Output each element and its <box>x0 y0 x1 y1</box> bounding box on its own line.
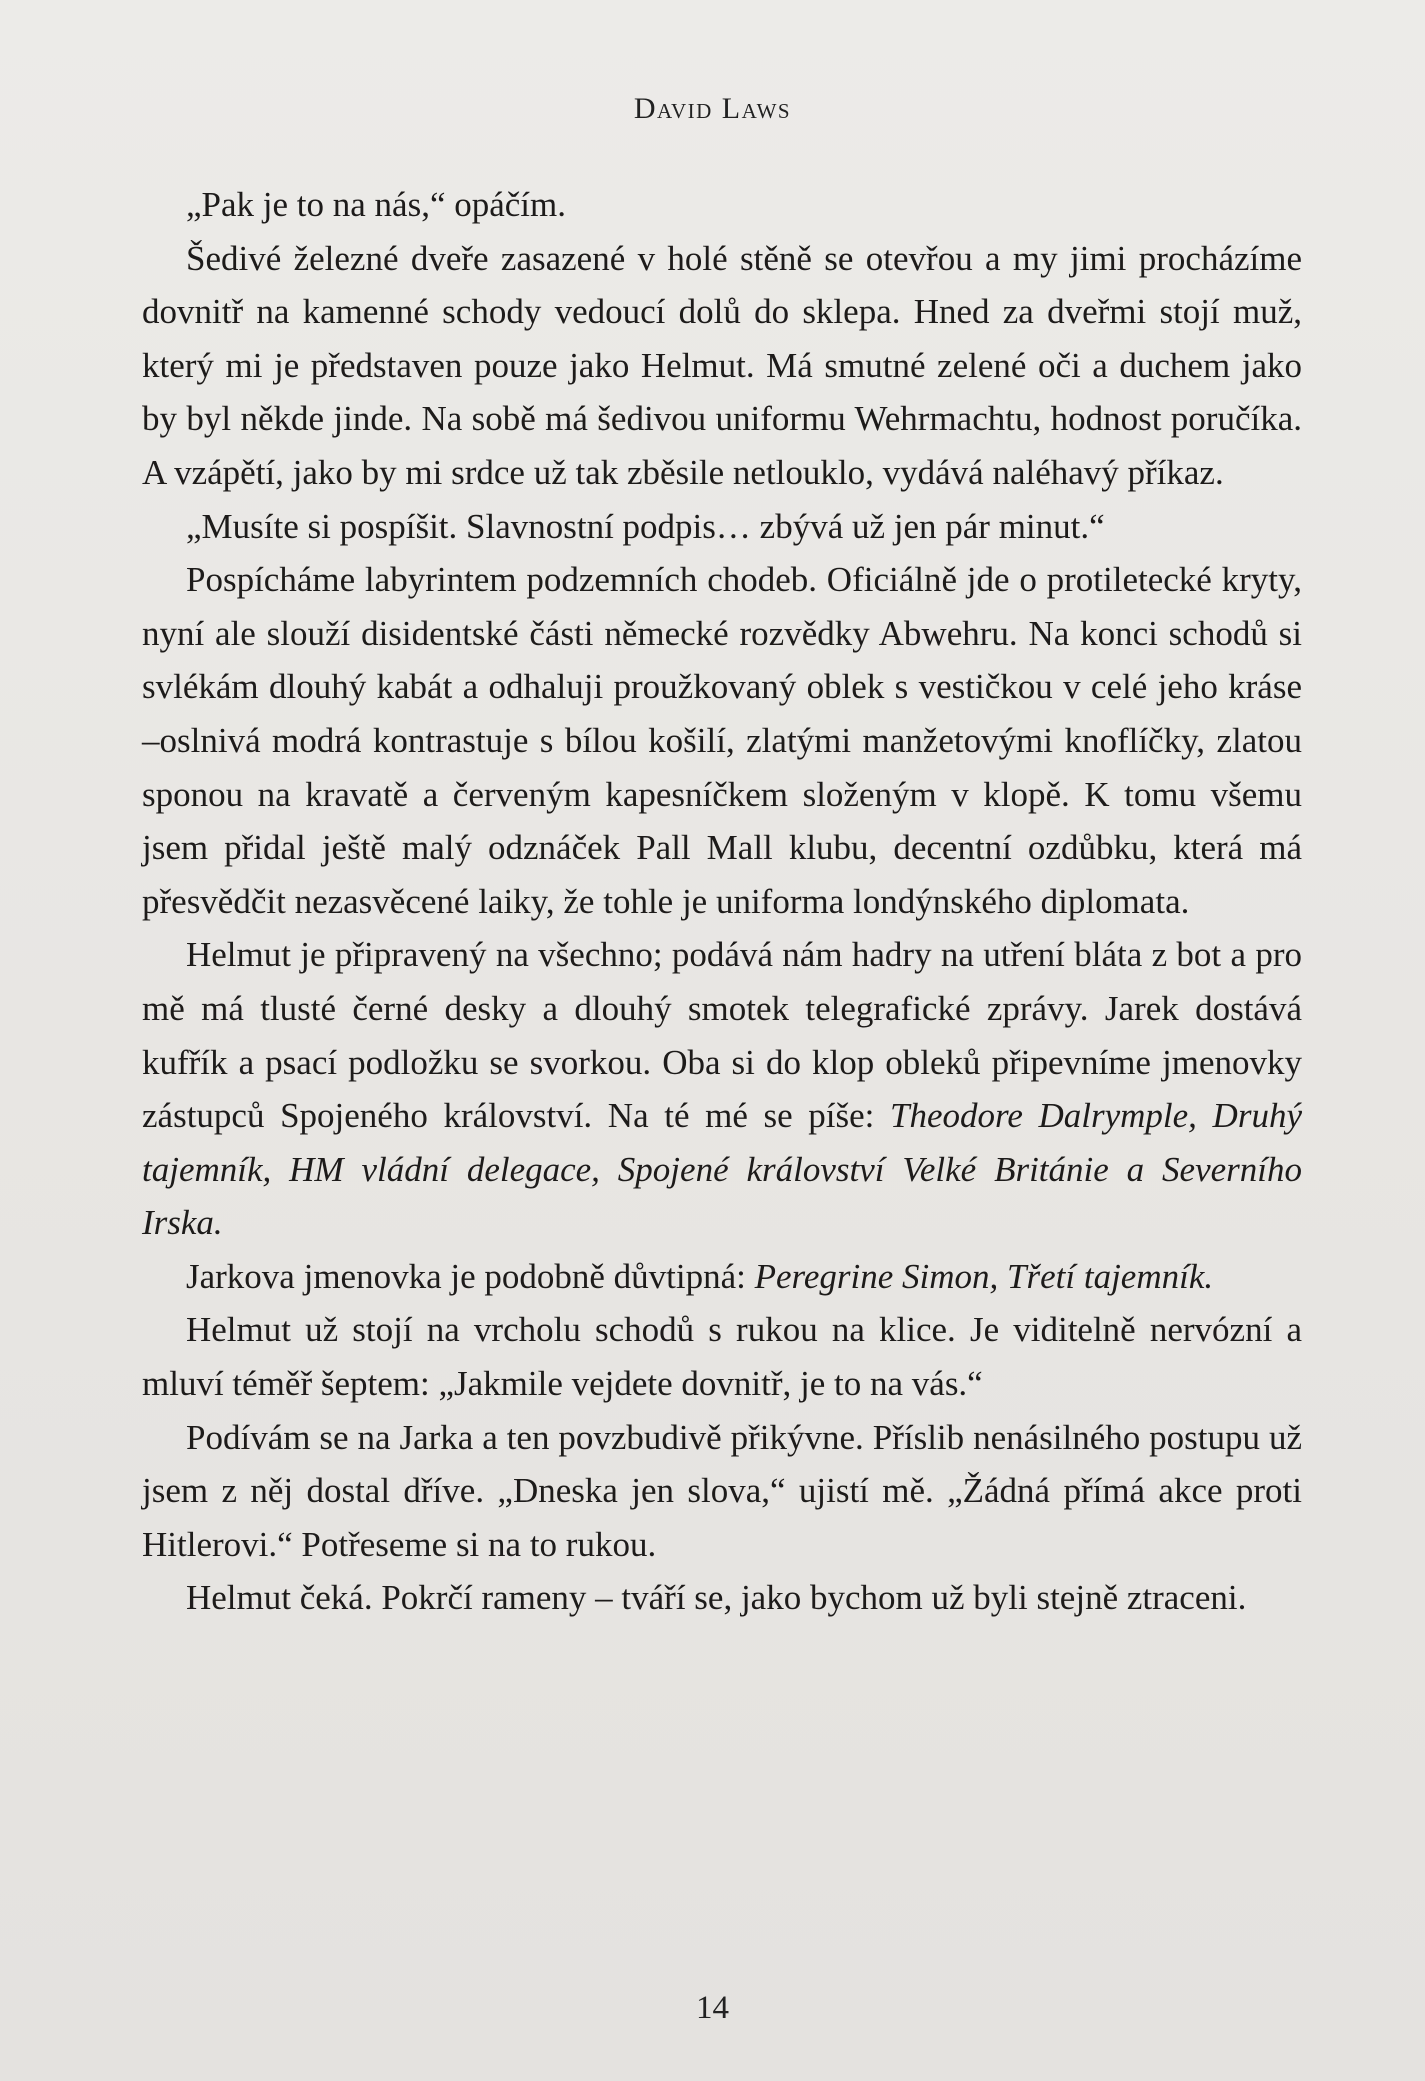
italic-text-run: Theodore Dalrymple, Druhý tajemník, HM vládní delegace, Spojené království Velké Británie a Severního Irska. <box>142 1096 1302 1243</box>
paragraph <box>142 500 1302 554</box>
body-text <box>142 178 1302 1625</box>
text-run: Helmut čeká. Pokrčí rameny – tváří se, jako bychom už byli stejně ztraceni. <box>186 1578 1247 1618</box>
paragraph <box>142 928 1302 1250</box>
paragraph <box>142 232 1302 500</box>
text-run: „Musíte si pospíšit. Slavnostní podpis… zbývá už jen pár minut.“ <box>186 506 1105 546</box>
paragraph <box>142 178 1302 232</box>
paragraph <box>142 1411 1302 1572</box>
text-run: Jarkova jmenovka je podobně důvtipná: <box>186 1256 755 1296</box>
italic-text-run: Peregrine Simon, Třetí tajemník. <box>754 1256 1214 1296</box>
text-run: Helmut je připravený na všechno; podává nám hadry na utření bláta z bot a pro mě má tlusté černé desky a dlouhý smotek telegrafické zprávy. Jarek dostává kufřík a psací podložku se svorkou. Oba si do klop obleků připevníme jmenovky zástupců Spojeného království. Na té mé se píše: <box>142 935 1302 1136</box>
paragraph <box>142 1250 1302 1304</box>
paragraph <box>142 553 1302 928</box>
text-run: Podívám se na Jarka a ten povzbudivě přikývne. Příslib nenásilného postupu už jsem z něj dostal dříve. „Dneska jen slova,“ ujistí mě. „Žádná přímá akce proti Hitlerovi.“ Potřeseme si na to rukou. <box>142 1417 1302 1564</box>
page-number: 14 <box>696 1990 729 2026</box>
text-run: Pospícháme labyrintem podzemních chodeb. Oficiálně jde o protiletecké kryty, nyní ale slouží disidentské části německé rozvědky Abwehru. Na konci schodů si svlékám dlouhý kabát a odhaluji proužkovaný oblek s vestičkou v celé jeho kráse –oslnivá modrá kontrastuje s bílou košilí, zlatými manžetovými knoflíčky, zlatou sponou na kravatě a červeným kapesníčkem složeným v klopě. K tomu všemu jsem přidal ještě malý odznáček Pall Mall klubu, decentní ozdůbku, která má přesvědčit nezasvěcené laiky, že tohle je uniforma londýnského diplomata. <box>142 560 1302 921</box>
paragraph <box>142 1303 1302 1410</box>
text-run: Šedivé železné dveře zasazené v holé stěně se otevřou a my jimi procházíme dovnitř na kamenné schody vedoucí dolů do sklepa. Hned za dveřmi stojí muž, který mi je představen pouze jako Helmut. Má smutné zelené oči a duchem jako by byl někde jinde. Na sobě má šedivou uniformu Wehrmachtu, hodnost poručíka. A vzápětí, jako by mi srdce už tak zběsile netlouklo, vydává naléhavý příkaz. <box>142 238 1302 492</box>
text-run: Helmut už stojí na vrcholu schodů s rukou na klice. Je viditelně nervózní a mluví téměř šeptem: „Jakmile vejdete dovnitř, je to na vás.“ <box>142 1310 1302 1404</box>
running-head: David Laws <box>633 92 792 125</box>
paragraph <box>142 1571 1302 1625</box>
text-run: „Pak je to na nás,“ opáčím. <box>186 185 567 224</box>
